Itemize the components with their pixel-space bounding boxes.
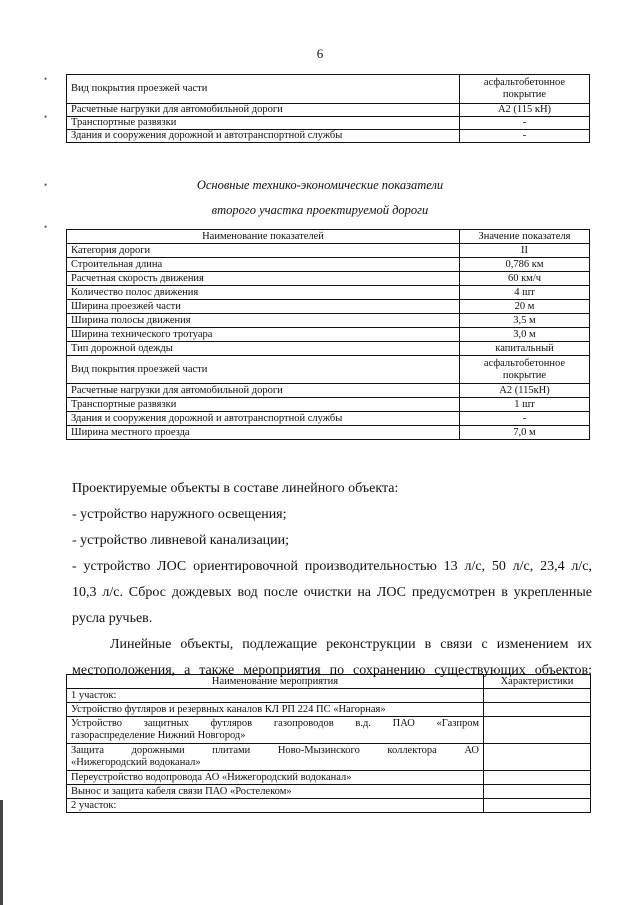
table-row bbox=[67, 356, 590, 384]
list-item-continued: русла ручьев. bbox=[72, 611, 153, 626]
table-row bbox=[67, 799, 591, 813]
table-cell: 60 км/ч bbox=[460, 272, 590, 286]
margin-mark: • bbox=[44, 222, 48, 232]
table-cell: 1 шт bbox=[460, 398, 590, 412]
table-cell: II bbox=[460, 244, 590, 258]
list-item-continued: 10,3 л/с. Сброс дождевых вод после очистки на ЛОС предусмотрен в укрепленные bbox=[72, 585, 592, 600]
table-cell bbox=[484, 799, 591, 813]
paragraph-line: местоположения, а также мероприятия по сохранению существующих объектов: bbox=[72, 663, 592, 678]
table-cell: Ширина полосы движения bbox=[67, 314, 460, 328]
table-cell: 3,0 м bbox=[460, 328, 590, 342]
section-heading-line2: второго участка проектируемой дороги bbox=[211, 203, 429, 217]
table-row bbox=[67, 689, 591, 703]
table-row bbox=[67, 130, 590, 143]
table-row bbox=[67, 272, 590, 286]
column-header: Наименование показателей bbox=[67, 230, 460, 244]
table-row bbox=[67, 342, 590, 356]
table-cell: Транспортные развязки bbox=[67, 398, 460, 412]
table-cell: Здания и сооружения дорожной и автотранспортной службы bbox=[67, 412, 460, 426]
table-cell: Расчетные нагрузки для автомобильной дороги bbox=[67, 104, 460, 117]
list-item: - устройство наружного освещения; bbox=[72, 507, 287, 522]
table-row bbox=[67, 104, 590, 117]
table-cell: А2 (115кН) bbox=[460, 384, 590, 398]
table-row bbox=[67, 75, 590, 104]
margin-mark: • bbox=[44, 180, 48, 190]
table-cell: Тип дорожной одежды bbox=[67, 342, 460, 356]
column-header: Значение показателя bbox=[460, 230, 590, 244]
table-cell: капитальный bbox=[460, 342, 590, 356]
table-row bbox=[67, 244, 590, 258]
margin-mark: • bbox=[44, 112, 48, 122]
table-cell: Вынос и защита кабеля связи ПАО «Ростелеком» bbox=[67, 785, 484, 799]
table-row bbox=[67, 703, 591, 717]
table-cell: Устройство защитных футляров газопроводов в.д. ПАО «Газпром газораспределение Нижний Новгород» bbox=[67, 717, 484, 744]
table-cell: 0,786 км bbox=[460, 258, 590, 272]
table-row bbox=[67, 398, 590, 412]
table-cell: Ширина местного проезда bbox=[67, 426, 460, 440]
list-item: - устройство ЛОС ориентировочной производительностью 13 л/с, 50 л/с, 23,4 л/с, bbox=[72, 559, 592, 574]
table-cell: Здания и сооружения дорожной и автотранспортной службы bbox=[67, 130, 460, 143]
table-cell bbox=[484, 717, 591, 744]
table-cell: Устройство футляров и резервных каналов КЛ РП 224 ПС «Нагорная» bbox=[67, 703, 484, 717]
table-cell: 3,5 м bbox=[460, 314, 590, 328]
table-row bbox=[67, 384, 590, 398]
table-cell: Ширина проезжей части bbox=[67, 300, 460, 314]
table-row bbox=[67, 744, 591, 771]
table-cell: асфальтобетонное покрытие bbox=[460, 75, 590, 104]
page-number: 6 bbox=[316, 46, 324, 61]
table-row bbox=[67, 314, 590, 328]
margin-mark: • bbox=[44, 74, 48, 84]
table-cell: Переустройство водопровода АО «Нижегородский водоканал» bbox=[67, 771, 484, 785]
section-heading-line1: Основные технико-экономические показатели bbox=[196, 178, 444, 192]
table-cell bbox=[484, 785, 591, 799]
table-cell bbox=[484, 703, 591, 717]
road-parameters-table-part2 bbox=[66, 229, 590, 440]
table-header-row bbox=[67, 675, 591, 689]
table-row bbox=[67, 785, 591, 799]
column-header: Характеристики bbox=[484, 675, 591, 689]
table-cell: Ширина технического тротуара bbox=[67, 328, 460, 342]
road-parameters-table-part1 bbox=[66, 74, 590, 143]
table-header-row bbox=[67, 230, 590, 244]
scan-edge-bar bbox=[0, 800, 3, 905]
table-cell: - bbox=[460, 117, 590, 130]
table-row bbox=[67, 717, 591, 744]
list-item: - устройство ливневой канализации; bbox=[72, 533, 290, 548]
table-cell: - bbox=[460, 130, 590, 143]
table-cell: асфальтобетонное покрытие bbox=[460, 356, 590, 384]
table-cell: 2 участок: bbox=[67, 799, 484, 813]
table-cell bbox=[484, 771, 591, 785]
table-cell: Защита дорожными плитами Ново-Мызинского коллектора АО «Нижегородский водоканал» bbox=[67, 744, 484, 771]
table-cell: 7,0 м bbox=[460, 426, 590, 440]
table-row bbox=[67, 300, 590, 314]
table-cell: Категория дороги bbox=[67, 244, 460, 258]
paragraph-line: Линейные объекты, подлежащие реконструкции в связи с изменением их bbox=[110, 637, 592, 652]
table-cell: Вид покрытия проезжей части bbox=[67, 356, 460, 384]
table-cell bbox=[484, 689, 591, 703]
table-row bbox=[67, 426, 590, 440]
table-cell: Расчетные нагрузки для автомобильной дороги bbox=[67, 384, 460, 398]
table-cell: А2 (115 кН) bbox=[460, 104, 590, 117]
table-row bbox=[67, 286, 590, 300]
table-row bbox=[67, 412, 590, 426]
table-cell: Строительная длина bbox=[67, 258, 460, 272]
body-text bbox=[72, 476, 592, 684]
table-row bbox=[67, 258, 590, 272]
table-cell: Транспортные развязки bbox=[67, 117, 460, 130]
reconstruction-measures-table bbox=[66, 674, 591, 813]
table-cell: Расчетная скорость движения bbox=[67, 272, 460, 286]
table-row bbox=[67, 328, 590, 342]
table-row bbox=[67, 117, 590, 130]
paragraph-intro: Проектируемые объекты в составе линейного объекта: bbox=[72, 481, 399, 496]
column-header: Наименование мероприятия bbox=[67, 675, 484, 689]
table-cell: 20 м bbox=[460, 300, 590, 314]
table-cell bbox=[484, 744, 591, 771]
table-cell: 1 участок: bbox=[67, 689, 484, 703]
table-cell: Количество полос движения bbox=[67, 286, 460, 300]
table-cell: 4 шт bbox=[460, 286, 590, 300]
table-cell: - bbox=[460, 412, 590, 426]
table-cell: Вид покрытия проезжей части bbox=[67, 75, 460, 104]
table-row bbox=[67, 771, 591, 785]
